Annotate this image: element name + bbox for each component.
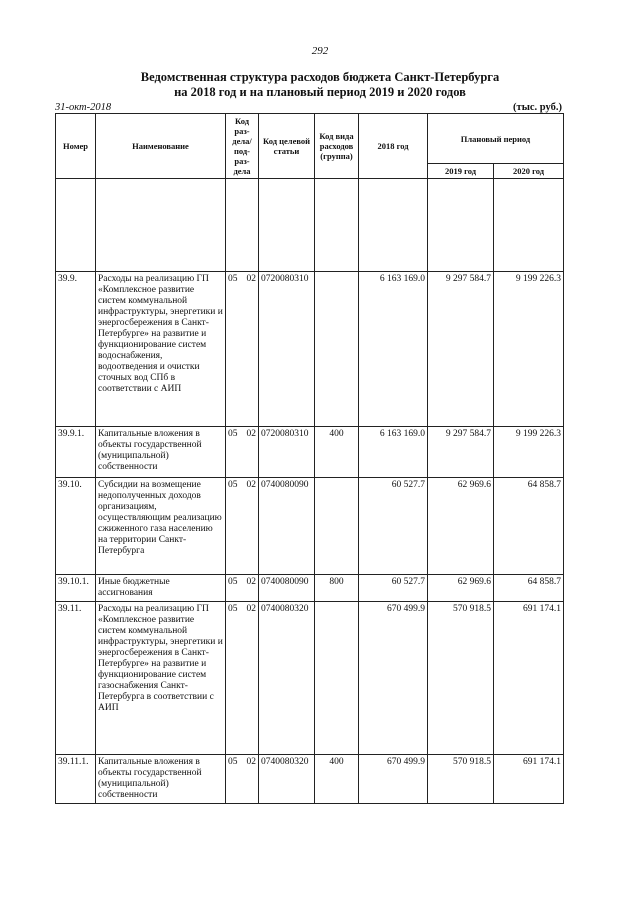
- row-number: 39.11.1.: [56, 755, 96, 804]
- header-spacer-row: [56, 179, 564, 272]
- subsection-code: 02: [246, 757, 256, 767]
- row-amount-2018: 670 499.9: [359, 602, 428, 755]
- row-name: Расходы на реализацию ГП «Комплексное развитие систем коммунальной инфраструктуры, энергетики и энергосбережения в Санкт-Петербурге» на развитие и функционирование систем водоснабжения, водоотведения и очистки сточных вод СПб в соответствии с АИП: [96, 272, 226, 427]
- row-section-code: [226, 427, 259, 478]
- row-amount-2019: 570 918.5: [428, 755, 494, 804]
- header-section: Код раз-дела/ под-раз-дела: [226, 114, 259, 179]
- row-expense-type: 800: [315, 575, 359, 602]
- row-target-code: 0720080310: [259, 427, 315, 478]
- row-amount-2018: 60 527.7: [359, 478, 428, 575]
- row-target-code: 0720080310: [259, 272, 315, 427]
- header-2019: 2019 год: [428, 164, 494, 179]
- table-row: [56, 272, 564, 427]
- row-target-code: 0740080320: [259, 755, 315, 804]
- row-amount-2020: 9 199 226.3: [494, 272, 564, 427]
- section-code: 05: [228, 604, 238, 614]
- page-number: 292: [311, 45, 329, 57]
- row-amount-2020: 691 174.1: [494, 602, 564, 755]
- row-amount-2020: 64 858.7: [494, 575, 564, 602]
- row-section-code: [226, 272, 259, 427]
- units-label: (тыс. руб.): [513, 102, 562, 113]
- row-number: 39.11.: [56, 602, 96, 755]
- row-name: Капитальные вложения в объекты государственной (муниципальной) собственности: [96, 427, 226, 478]
- subsection-code: 02: [246, 480, 256, 490]
- subsection-code: 02: [246, 429, 256, 439]
- row-expense-type: 400: [315, 755, 359, 804]
- row-amount-2018: 670 499.9: [359, 755, 428, 804]
- row-amount-2019: 9 297 584.7: [428, 427, 494, 478]
- table-row: [56, 427, 564, 478]
- subsection-code: 02: [246, 604, 256, 614]
- row-amount-2019: 62 969.6: [428, 575, 494, 602]
- row-amount-2020: 691 174.1: [494, 755, 564, 804]
- row-target-code: 0740080320: [259, 602, 315, 755]
- row-expense-type: 400: [315, 427, 359, 478]
- section-code: 05: [228, 577, 238, 587]
- row-expense-type: [315, 478, 359, 575]
- section-code: 05: [228, 429, 238, 439]
- row-expense-type: [315, 602, 359, 755]
- header-2018: 2018 год: [359, 114, 428, 179]
- row-target-code: 0740080090: [259, 478, 315, 575]
- row-amount-2019: 9 297 584.7: [428, 272, 494, 427]
- row-section-code: [226, 602, 259, 755]
- section-code: 05: [228, 480, 238, 490]
- row-number: 39.10.1.: [56, 575, 96, 602]
- row-name: Расходы на реализацию ГП «Комплексное развитие систем коммунальной инфраструктуры, энергетики и энергосбережения в Санкт-Петербурге» на развитие и функционирование систем газоснабжения Санкт-Петербурга в соответствии с АИП: [96, 602, 226, 755]
- section-code: 05: [228, 274, 238, 284]
- row-number: 39.10.: [56, 478, 96, 575]
- row-expense-type: [315, 272, 359, 427]
- header-plan-period: Плановый период: [428, 114, 564, 164]
- subsection-code: 02: [246, 274, 256, 284]
- row-section-code: [226, 575, 259, 602]
- row-section-code: [226, 755, 259, 804]
- row-target-code: 0740080090: [259, 575, 315, 602]
- row-name: Субсидии на возмещение недополученных доходов организациям, осуществляющим реализацию сжиженного газа населению на территории Санкт-Петербурга: [96, 478, 226, 575]
- table-row: [56, 575, 564, 602]
- row-name: Капитальные вложения в объекты государственной (муниципальной) собственности: [96, 755, 226, 804]
- row-name: Иные бюджетные ассигнования: [96, 575, 226, 602]
- row-amount-2018: 6 163 169.0: [359, 427, 428, 478]
- table-row: [56, 602, 564, 755]
- table-header-row: [56, 114, 564, 164]
- budget-table: [55, 113, 564, 804]
- row-number: 39.9.1.: [56, 427, 96, 478]
- header-target: Код целевой статьи: [259, 114, 315, 179]
- title-line-2: на 2018 год и на плановый период 2019 и 2020 годов: [174, 85, 466, 99]
- row-section-code: [226, 478, 259, 575]
- row-amount-2018: 6 163 169.0: [359, 272, 428, 427]
- row-amount-2019: 570 918.5: [428, 602, 494, 755]
- row-amount-2019: 62 969.6: [428, 478, 494, 575]
- subsection-code: 02: [246, 577, 256, 587]
- row-number: 39.9.: [56, 272, 96, 427]
- document-title: [0, 70, 640, 100]
- title-line-1: Ведомственная структура расходов бюджета Санкт-Петербурга: [140, 70, 500, 84]
- header-number: Номер: [56, 114, 96, 179]
- table-body: [56, 272, 564, 804]
- row-amount-2020: 64 858.7: [494, 478, 564, 575]
- document-date: 31-окт-2018: [55, 102, 112, 113]
- row-amount-2018: 60 527.7: [359, 575, 428, 602]
- header-name: Наименование: [96, 114, 226, 179]
- table-row: [56, 755, 564, 804]
- table-row: [56, 478, 564, 575]
- header-2020: 2020 год: [494, 164, 564, 179]
- section-code: 05: [228, 757, 238, 767]
- header-expense-type: Код вида расходов (группа): [315, 114, 359, 179]
- row-amount-2020: 9 199 226.3: [494, 427, 564, 478]
